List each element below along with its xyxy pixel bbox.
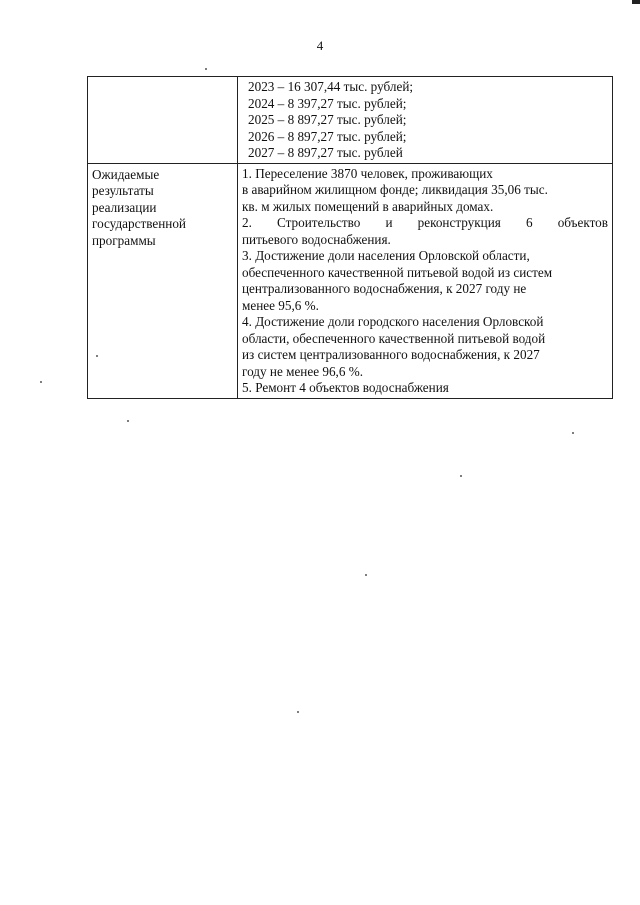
funding-year-2027: 2027 – 8 897,27 тыс. рублей xyxy=(248,145,403,160)
result-line: из систем централизованного водоснабжения, к 2027 xyxy=(242,347,540,362)
label-line: результаты xyxy=(92,183,154,198)
result-line: кв. м жилых помещений в аварийных домах. xyxy=(242,198,494,214)
result-line: 4. Достижение доли городского населения Орловской xyxy=(242,314,544,329)
label-line: Ожидаемые xyxy=(92,166,160,182)
program-passport-table xyxy=(87,76,613,399)
result-line: 5. Ремонт 4 объектов водоснабжения xyxy=(242,380,449,395)
funding-by-year-cell xyxy=(238,77,613,164)
result-line: питьевого водоснабжения. xyxy=(242,231,391,247)
result-line: 1. Переселение 3870 человек, проживающих xyxy=(242,165,493,181)
expected-results-label-cell xyxy=(88,163,238,398)
scan-speck xyxy=(40,381,42,383)
scan-speck xyxy=(96,355,98,357)
page-number: 4 xyxy=(316,38,324,53)
funding-year-2023: 2023 – 16 307,44 тыс. рублей; xyxy=(248,79,414,94)
funding-year-2024: 2024 – 8 397,27 тыс. рублей; xyxy=(248,95,407,111)
scan-speck xyxy=(572,432,574,434)
scan-speck xyxy=(460,475,462,477)
result-line: области, обеспеченного качественной питьевой водой xyxy=(242,330,546,346)
scan-speck xyxy=(297,711,299,713)
label-line: государственной xyxy=(92,216,186,231)
table-row-expected-results xyxy=(88,163,613,398)
table-row-funding xyxy=(88,77,613,164)
expected-results-value-cell xyxy=(238,163,613,398)
result-line: в аварийном жилищном фонде; ликвидация 35,06 тыс. xyxy=(242,182,548,197)
result-line: централизованного водоснабжения, к 2027 году не xyxy=(242,281,527,296)
funding-year-2025: 2025 – 8 897,27 тыс. рублей; xyxy=(248,112,407,127)
scan-speck xyxy=(365,574,367,576)
scan-speck xyxy=(127,420,129,422)
scan-speck xyxy=(205,68,207,70)
result-line: году не менее 96,6 %. xyxy=(242,363,364,379)
result-line: 3. Достижение доли населения Орловской области, xyxy=(242,248,530,263)
result-line: обеспеченного качественной питьевой водой из систем xyxy=(242,264,553,280)
funding-year-2026: 2026 – 8 897,27 тыс. рублей; xyxy=(248,128,407,144)
label-cell-empty xyxy=(88,77,238,164)
label-line: программы xyxy=(92,232,156,248)
scan-corner-mark xyxy=(632,0,640,4)
label-line: реализации xyxy=(92,199,157,215)
result-line: менее 95,6 %. xyxy=(242,297,319,313)
result-line-justified: 2. Строительство и реконструкция 6 объектов xyxy=(242,215,608,230)
